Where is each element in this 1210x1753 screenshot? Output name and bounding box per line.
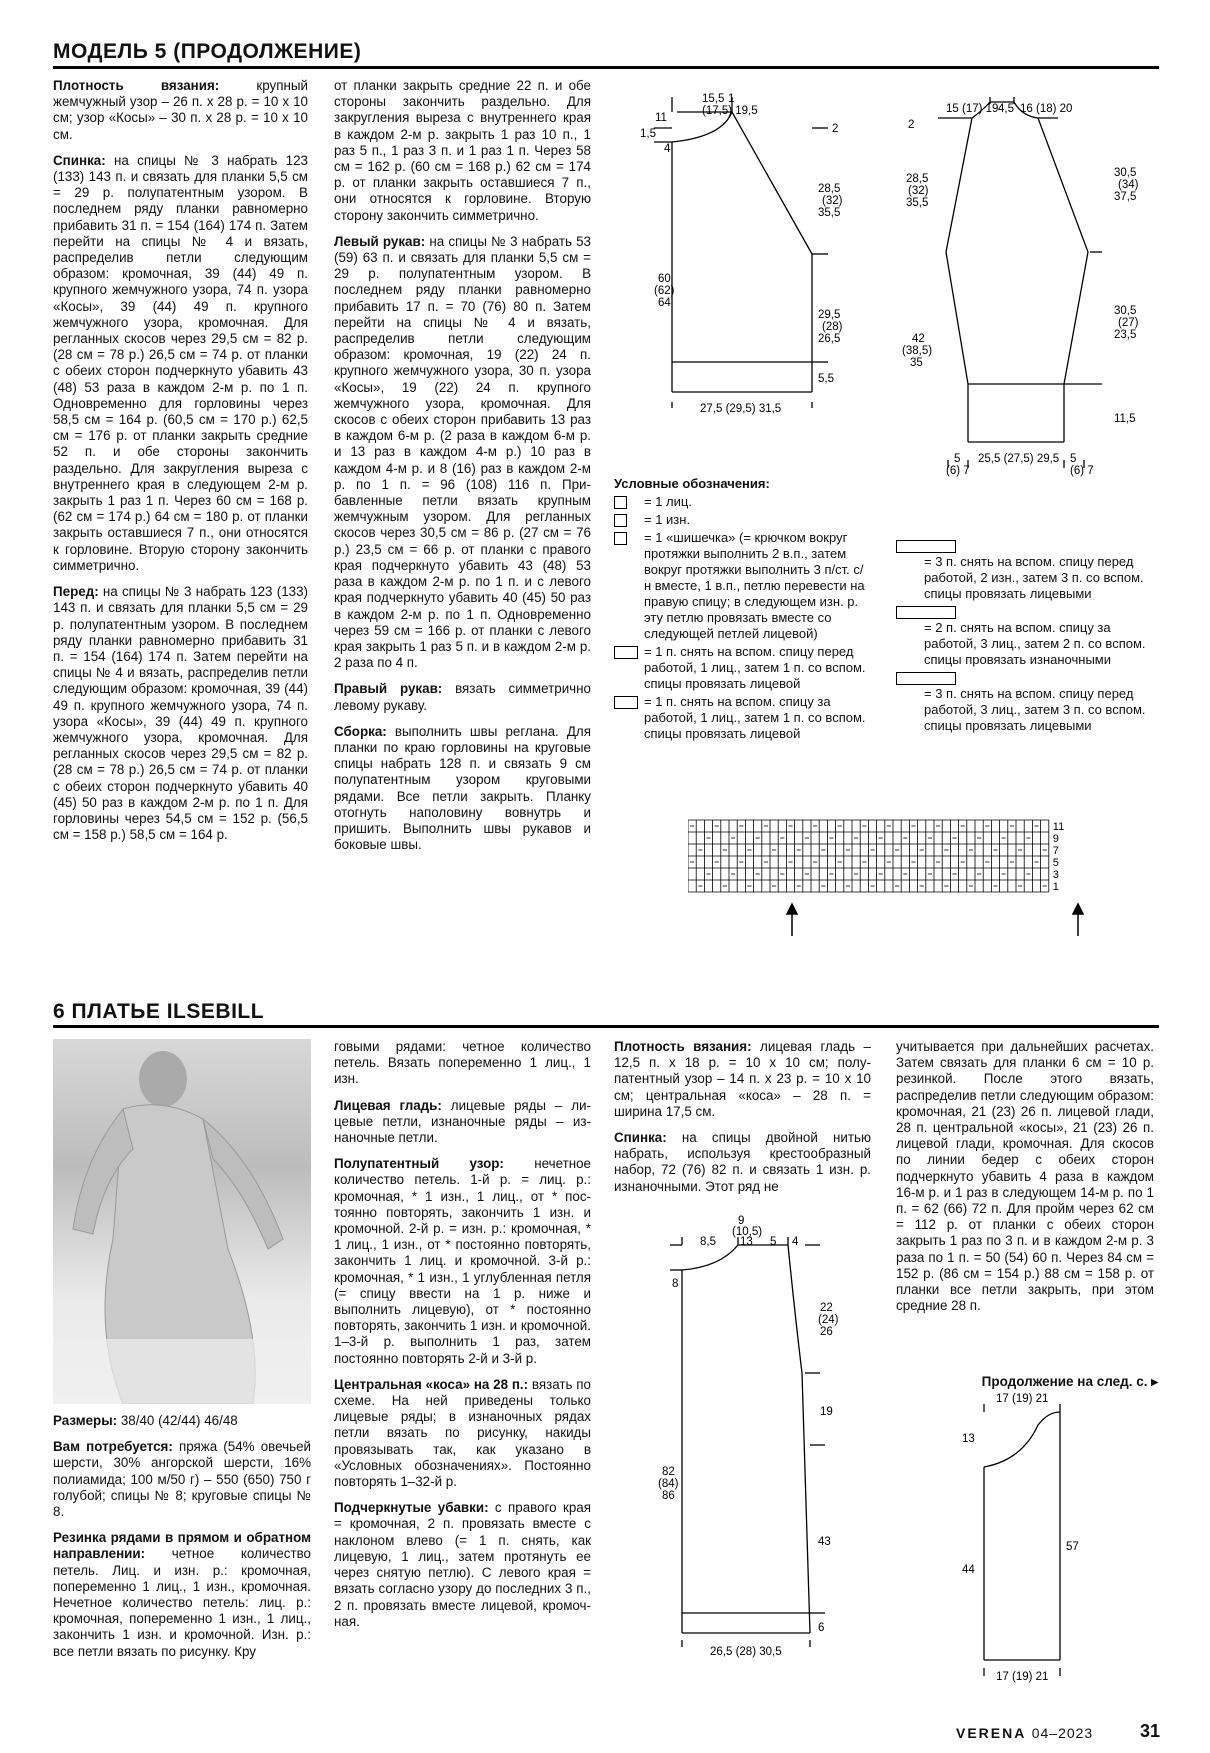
- legend-item: [614, 512, 868, 528]
- paragraph: [334, 234, 591, 671]
- sleeve-bottom-l1: 5: [954, 453, 961, 465]
- paragraph: [334, 724, 591, 854]
- sleeve-l2: (32): [908, 185, 929, 197]
- legend-symbol-icon: [614, 532, 627, 545]
- body-r1: 28,5: [818, 183, 841, 195]
- paragraph-text: пряжа (54% овечьей шерсти, 30% ангорской шерсти, 16% полиамида; 100 м/50 г) – 550 (650) 750 г голубой; спицы № 8; круговые спицы № 8.: [53, 1439, 311, 1520]
- section6-title: 6 ПЛАТЬЕ ILSEBILL: [53, 1000, 265, 1023]
- paragraph-text: вязать по схеме. На ней приведены только лицевые ряды; в изнаночных рядах петли вязать по рисунку, накиды провязывать так, как указано в «Условных обозначениях». Постоянно повторять 1–32-й р.: [334, 1376, 591, 1490]
- paragraph-text: крупный жемчужный узор – 26 п. х 28 р. = 10 х 10 см; узор «Косы» – 30 п. х 28 р. = 10 х 10 см.: [53, 78, 308, 142]
- paragraph-heading: Сборка:: [334, 723, 387, 739]
- legend-title: Условные обозначения:: [614, 476, 770, 491]
- legend-text: = 1 лиц.: [644, 494, 692, 509]
- dress-r6: 6: [818, 1622, 825, 1634]
- legend-left: [614, 476, 868, 744]
- paragraph-text: лицевые ряды – лицевые петли, изнаночные ряды – изнаночные петли.: [334, 1097, 591, 1146]
- body-left-a: 1,5: [640, 128, 656, 140]
- legend-text: = 3 п. снять на вспом. спицу перед работой, 2 изн., затем 3 п. со вспом. спицы провязать лицевыми: [924, 554, 1144, 601]
- sleeve-band: 11,5: [1114, 413, 1136, 425]
- sleeve-top-right: 16 (18) 20: [1020, 103, 1073, 115]
- sleeve-l4: 42: [912, 333, 925, 345]
- paragraph: [334, 78, 591, 224]
- paragraph: [334, 1500, 591, 1630]
- section6-column-3: [614, 1039, 871, 1205]
- legend-text: = 1 «шишечка» (= крючком вокруг протяжки выполнить 2 в.п., затем вокруг протяжки выполнить 3 п/ст. с/н вместе, 1 в.п., петлю перевести на правую спицу; в следующем изн. р. эту петлю провязать вместе со следующей петлей лицевой): [644, 530, 865, 641]
- body-h3: 64: [658, 297, 671, 309]
- legend-item: [896, 670, 1146, 734]
- paragraph-heading: Полупатентный узор:: [334, 1156, 504, 1172]
- sleeve-l5: (38,5): [902, 345, 933, 357]
- dress-top-9: 9: [738, 1215, 745, 1227]
- legend-text: = 2 п. снять на вспом. спицу за работой, 3 лиц., затем 2 п. со вспом. спицы провязать изнаночными: [924, 620, 1146, 667]
- dress-r19: 19: [820, 1406, 833, 1418]
- legend-item: [614, 494, 868, 510]
- legend-symbol-icon: [614, 514, 627, 527]
- paragraph-heading: Лицевая гладь:: [334, 1097, 442, 1113]
- paragraph-text: лицевая гладь – 12,5 п. х 18 р. = 10 х 10 см; полупатентный узор – 14 п. х 23 р. = 10 х 10 см; центральная «коса» – 28 п. = ширина 17,5 см.: [614, 1039, 872, 1119]
- body-top-b: (17,5) 19,5: [702, 105, 758, 117]
- section6-column-1: [53, 1413, 311, 1670]
- sleeve-top-left: 15 (17) 19: [946, 103, 999, 115]
- section6-column-4: [896, 1039, 1154, 1324]
- paragraph-text: на спицы двойной нитью набрать, используя крестообразный набор, 72 (76) 82 п. и связать 1 изн. р. изнаночными. Этот ряд не: [614, 1130, 871, 1194]
- paragraph-heading: Вам потребуется:: [53, 1439, 173, 1455]
- legend-symbol-icon: [896, 606, 956, 619]
- dsleeve-right-57: 57: [1066, 1541, 1079, 1553]
- legend-item: [896, 538, 1146, 602]
- body-h2: (62): [654, 285, 675, 297]
- page-number: 31: [1140, 1721, 1161, 1741]
- paragraph: [334, 1156, 591, 1367]
- dsleeve-bottom: 17 (19) 21: [996, 1671, 1049, 1683]
- paragraph-text: с правого края = кромочная, 2 п. провязать вместе с наклоном влево (= 1 п. снять, как лицевую, 1 лиц., затем протянуть ее через снятую петлю). С левого края = вязать согласно узору до последних 3 п., 2 п. провязать вместе лицевой, кромочная.: [334, 1500, 591, 1629]
- section6-rule: [53, 1025, 1159, 1028]
- paragraph-text: выполнить швы реглана. Для планки по краю горловины на круговые спицы набрать 128 п. и связать 9 см полупатентным узором круговыми рядами. Все петли закрыть. Планку отогнуть наполовину вовнутрь и пришить. Выполнить швы рукавов и боковые швы.: [334, 723, 591, 853]
- body-bottom: 27,5 (29,5) 31,5: [700, 403, 782, 415]
- legend-symbol-icon: [896, 672, 956, 685]
- sleeve-r1: 30,5: [1114, 167, 1137, 179]
- chart-row-label: 5: [1052, 857, 1059, 869]
- legend-text: = 1 изн.: [644, 512, 691, 527]
- dress-left-8: 8: [672, 1278, 679, 1290]
- paragraph-text: четное количество петель. Лиц. и изн. р.: кромочная, попеременно 1 лиц., 1 изн., кромочная. Нечетное количество петель: лиц. р.: кромочная, попеременно 1 изн., 1 лиц., закончить 1 изн. и кромочной. Изн. р.: все петли вязать по рисунку. Кру: [53, 1546, 311, 1659]
- chart-row-label: 11: [1052, 821, 1065, 833]
- sleeve-l3: 35,5: [906, 197, 929, 209]
- sleeve-r4: 30,5: [1114, 305, 1137, 317]
- body-right-2: 2: [832, 123, 839, 135]
- body-r5: (28): [822, 321, 843, 333]
- paragraph: [53, 1530, 311, 1660]
- paragraph: [53, 153, 308, 574]
- dress-r26: 26: [820, 1326, 833, 1338]
- paragraph-heading: Спинка:: [614, 1130, 667, 1146]
- section5-title: МОДЕЛЬ 5 (ПРОДОЛЖЕНИЕ): [53, 40, 362, 63]
- dress-r43: 43: [818, 1536, 831, 1548]
- section5-column-2: [334, 78, 591, 863]
- legend-text: = 1 п. снять на вспом. спицу за работой, 1 лиц., затем 1 п. со вспом. спицы провязать лицевой: [644, 694, 866, 741]
- body-r2: (32): [822, 195, 843, 207]
- body-neck-w: 11: [655, 112, 667, 124]
- dress-bottom: 26,5 (28) 30,5: [710, 1646, 782, 1658]
- paragraph: [53, 1413, 311, 1429]
- chart-row-label: 9: [1052, 833, 1059, 845]
- legend-item: [896, 604, 1146, 668]
- paragraph: [614, 1130, 871, 1195]
- sleeve-top-mid: 4,5: [998, 103, 1014, 115]
- chart-row-label: 7: [1052, 845, 1059, 857]
- sleeve-bottom-r2: (6) 7: [1070, 465, 1094, 477]
- dsleeve-top: 17 (19) 21: [996, 1393, 1049, 1405]
- paragraph: [53, 78, 308, 143]
- paragraph-heading: Перед:: [53, 584, 99, 600]
- legend-right: [896, 538, 1146, 736]
- section6-column-2: [334, 1039, 591, 1640]
- dress-sleeve-schema: [950, 1390, 1100, 1690]
- paragraph-heading: Резинка рядами в прямом и обратном направлении:: [53, 1530, 311, 1562]
- body-top-n: 1: [728, 93, 735, 105]
- paragraph-text: нечетное количество петель. 1-й р. = лиц. р.: кромочная, * 1 изн., 1 лиц., от * постоянно повторять, закончить 1 изн. и кромочной. 2-й р. = изн. р.: кромочная, * 1 лиц., 1 изн., от * постоянно повторять, закончить 1 лиц. и кромочной. 3-й р.: кромочная, * 1 изн., 1 углубленная петля (= спицу ввести на 1 р. ниже и выполнить лицевую), от * постоянно повторять, закончить 1 изн. и кромочной. 1–3-й р. выполнить 1 раз, затем постоянно повторять 2-й и 3-й р.: [334, 1156, 591, 1366]
- dress-h86: 86: [662, 1490, 675, 1502]
- chart-row-label: 3: [1052, 869, 1059, 881]
- sleeve-bottom-l2: (6) 7: [946, 465, 970, 477]
- body-r6: 26,5: [818, 333, 841, 345]
- dress-top-105: (10,5): [732, 1226, 763, 1238]
- sleeve-bottom-r1: 5: [1070, 453, 1077, 465]
- paragraph-text: учитывается при дальнейших расчетах. Затем связать для планки 6 см = 10 р. резинкой. После этого вязать, распределив петли следующим образом: кромочная, 21 (23) 26 п. лицевой глади, 28 п. центральной «косы», 21 (23) 26 п. лицевой глади, кромочная. Для скосов по линии бедер с обеих сторон подчеркнуто убавить 4 раза в каждом 16-м р. и 1 раз в следующем 14-м р. по 1 п. = 62 (66) 72 п. Для пройм через 62 см = 112 р. от планки с обеих сторон закрыть 1 раз по 3 п. и в каждом 2-м р. 3 раза по 1 п. = 50 (54) 60 п. Через 84 см = 152 р. (86 см = 154 р.) 88 см = 158 р. от планки все петли закрыть, при этом средние 28 п.: [896, 1039, 1154, 1314]
- paragraph-text: от планки закрыть средние 22 п. и обе стороны закончить раздельно. Для закругления выреза с внутреннего края в каждом 2-м р. закрыть 1 раз 10 п., 1 раз 5 п., 1 раз 3 п. и 1 раз 1 п. Через 58 см = 162 р. (60 см = 168 р.) 62 см = 174 р. от планки закрыть оставшиеся 7 п., они относятся к горловине. Вторую сторону закончить симметрично.: [334, 78, 591, 223]
- paragraph: [614, 1039, 871, 1120]
- body-top-a: 15,5: [702, 93, 725, 105]
- sleeve-r5: (27): [1118, 317, 1139, 329]
- legend-symbol-icon: [614, 696, 638, 709]
- paragraph: [334, 1377, 591, 1490]
- sleeve-schema: [898, 92, 1160, 482]
- legend-symbol-icon: [614, 646, 638, 659]
- legend-text: = 3 п. снять на вспом. спицу перед работой, 3 лиц., затем 3 п. со вспом. спицы провязать лицевыми: [924, 686, 1146, 733]
- paragraph-heading: Плотность вязания:: [53, 78, 220, 93]
- dress-r24: (24): [818, 1314, 839, 1326]
- paragraph: [53, 584, 308, 843]
- model-photo: [53, 1039, 311, 1404]
- continued-note: Продолжение на след. с. ▸: [981, 1374, 1158, 1389]
- dsleeve-left-44: 44: [962, 1564, 975, 1576]
- paragraph-text: говыми рядами: четное количество петель. Вязать попеременно 1 лиц., 1 изн.: [334, 1039, 591, 1087]
- body-r4: 29,5: [818, 309, 841, 321]
- dress-r22: 22: [820, 1302, 833, 1314]
- sleeve-bottom-mid: 25,5 (27,5) 29,5: [978, 453, 1060, 465]
- paragraph-heading: Размеры:: [53, 1413, 118, 1428]
- paragraph-text: на спицы № 3 набрать 53 (59) 63 п. и связать для планки 5,5 см = 29 р. полупатентным узором. В последнем ряду планки равномерно прибавить 17 п. = 70 (76) 80 п. Затем перейти на спицы № 4 и вязать, распределив петли следующим образом: кромочная, 19 (22) 24 п. крупного жемчужного узора, 30 п. узора «Косы», 19 (22) 24 п. крупного жемчужного узора, кромочная. Для скосов с обеих сторон прибавить 13 раз в каждом 6-м р. (2 раза в каждом 6-м р. и 13 раз в каждом 4-м р.) 10 раз в каждом 4-м р. и 8 (16) раз в каждом 2-м р. по 1 п. = 96 (108) 116 п. Прибавленные петли вязать крупным жемчужным узором. Для регланных скосов через 30,5 см = 86 р. (27 см = 76 р.) 23,5 см = 66 р. от планки с правого края подчеркнуто убавить 43 (48) 53 раза в каждом 2-м р. по 1 п. и с левого края подчеркнуто убавить 40 (45) 50 раз в каждом 2-м р. по 1 п. Одновременно через 59 см = 166 р. от планки с левого края закрыть 1 раз 5 п. и в каждом 2-м р. 2 раза по 4 п.: [334, 233, 591, 671]
- sleeve-left-2: 2: [908, 119, 915, 131]
- sleeve-l1: 28,5: [906, 173, 929, 185]
- dress-top-85: 8,5: [700, 1236, 716, 1248]
- chart-row-label: 1: [1052, 881, 1059, 893]
- legend-symbol-icon: [614, 496, 627, 509]
- paragraph-heading: Подчеркнутые убавки:: [334, 1500, 489, 1516]
- body-schema: [622, 92, 862, 452]
- paragraph-text: 38/40 (42/44) 46/48: [117, 1413, 238, 1428]
- legend-item: [614, 694, 868, 742]
- dsleeve-left-13: 13: [962, 1433, 975, 1445]
- paragraph-heading: Спинка:: [53, 152, 106, 168]
- paragraph: [334, 1039, 591, 1088]
- body-h1: 60: [658, 273, 671, 285]
- dress-h84: (84): [658, 1478, 679, 1490]
- paragraph: [334, 1098, 591, 1147]
- cable-chart: [688, 818, 1098, 938]
- sleeve-r2: (34): [1118, 179, 1139, 191]
- sleeve-r6: 23,5: [1114, 329, 1137, 341]
- sleeve-l6: 35: [910, 357, 923, 369]
- section5-rule: [53, 66, 1159, 69]
- legend-symbol-icon: [896, 540, 956, 553]
- dress-h82: 82: [662, 1466, 675, 1478]
- body-left-b: 4: [664, 143, 671, 155]
- body-r3: 35,5: [818, 207, 841, 219]
- paragraph: [896, 1039, 1154, 1314]
- paragraph-text: на спицы № 3 набрать 123 (133) 143 п. и связать для планки 5,5 см = 29 р. полупатентным узором. В последнем ряду планки равномерно прибавить 31 п. = 154 (164) 174 п. Затем перейти на спицы № 4 и вязать, распределив петли следующим образом: кромочная, 39 (44) 49 п. крупного жемчужного узора, 74 п. узора «Косы», 39 (44) 49 п. крупного жемчужного узора, кромочная. Для регланных скосов через 29,5 см = 82 р. (28 см = 78 р.) 26,5 см = 74 р. от планки с обеих сторон подчеркнуто убавить 43 (48) 53 раза в каждом 2-м р. по 1 п. Одновременно для горловины через 58,5 см = 164 р. (60,5 см = 170 р.) 62,5 см = 176 р. от планки закрыть средние 52 п. и обе стороны закончить раздельно. Для закругления выреза с внутреннего края в следующем 2-м р. закрыть 1 раз 1 п. Через 60 см = 168 р. (62 см = 174 р.) 64 см = 180 р. от планки закрыть оставшиеся 7 п., они относятся к горловине. Вторую сторону закончить симметрично.: [53, 152, 308, 573]
- body-band: 5,5: [818, 373, 834, 385]
- paragraph-heading: Плотность вязания:: [614, 1039, 752, 1054]
- paragraph: [53, 1439, 311, 1520]
- dress-top-13: 13: [740, 1236, 753, 1248]
- legend-item: [614, 644, 868, 692]
- footer-magazine: VERENA 04–2023: [956, 1725, 1094, 1741]
- dress-top-5: 5: [770, 1236, 777, 1248]
- dress-top-4: 4: [792, 1236, 799, 1248]
- paragraph-heading: Правый рукав:: [334, 681, 443, 697]
- dress-schema: [650, 1215, 850, 1675]
- legend-text: = 1 п. снять на вспом. спицу перед работой, 1 лиц., затем 1 п. со вспом. спицы провязать лицевой: [644, 644, 866, 691]
- paragraph: [334, 681, 591, 713]
- paragraph-text: на спицы № 3 набрать 123 (133) 143 п. и связать для планки 5,5 см = 29 р. полупатентным узором. В последнем ряду планки равномерно прибавить 31 п. = 154 (164) 174 п. Затем перейти на спицы № 4 и вязать, распределив петли следующим образом: кромочная, 39 (44) 49 п. крупного жемчужного узора, 74 п. узора «Косы», 39 (44) 49 п. крупного жемчужного узора, кромочная. Для регланных скосов через 29,5 см = 82 р. (28 см = 78 р.) 26,5 см = 74 р. от планки с обеих сторон подчеркнуто убавить 40 (45) 50 раз в каждом 2-м р. по 1 п. Для горловины через 54,5 см = 152 р. (56,5 см = 158 р.) 58,5 см = 164 р.: [53, 584, 308, 843]
- section5-column-1: [53, 78, 308, 853]
- legend-item: [614, 530, 868, 642]
- paragraph-text: вязать симметрично левому рукаву.: [334, 681, 591, 713]
- paragraph-heading: Центральная «коса» на 28 п.:: [334, 1376, 529, 1392]
- sleeve-r3: 37,5: [1114, 191, 1137, 203]
- paragraph-heading: Левый рукав:: [334, 233, 426, 249]
